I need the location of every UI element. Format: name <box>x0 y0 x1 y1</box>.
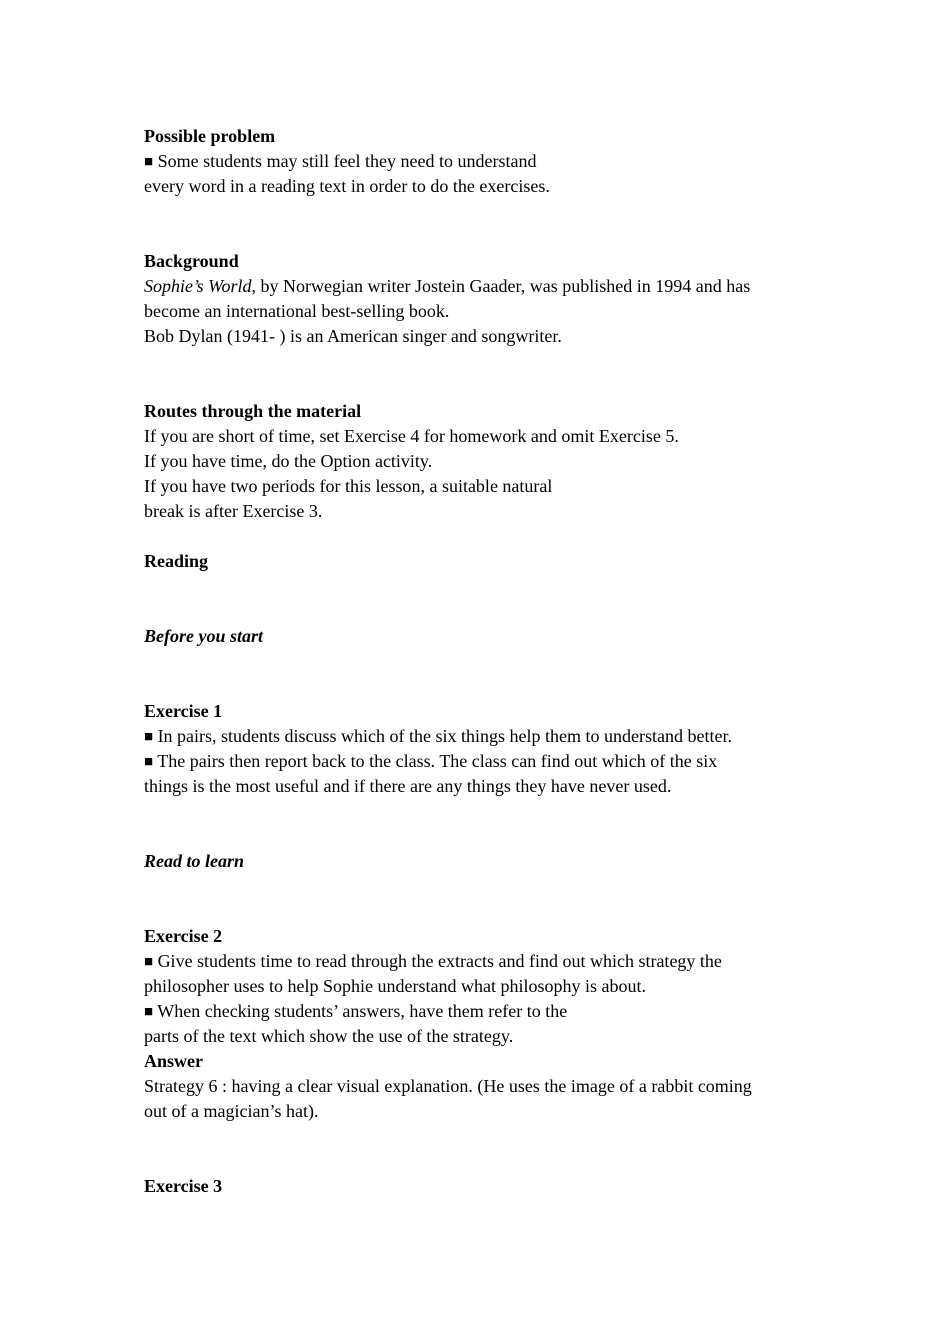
possible-problem-line-2: every word in a reading text in order to do the exercises. <box>144 176 550 196</box>
possible-problem-line-1 <box>144 149 824 174</box>
bullet-square-icon: ■ <box>144 729 154 745</box>
spacer <box>144 874 824 924</box>
exercise-1-line-3: things is the most useful and if there are any things they have never used. <box>144 776 672 796</box>
exercise-1-line-1 <box>144 724 824 749</box>
exercise-2-line-3 <box>144 999 824 1024</box>
background-line-2: become an international best-selling book. <box>144 301 450 321</box>
exercise-2-heading: Exercise 2 <box>144 926 223 946</box>
answer-line-1: Strategy 6 : having a clear visual explanation. (He uses the image of a rabbit coming <box>144 1076 752 1096</box>
routes-line-3: If you have two periods for this lesson, a suitable natural <box>144 476 553 496</box>
spacer <box>144 524 824 549</box>
exercise-2-line-1 <box>144 949 824 974</box>
spacer <box>144 199 824 249</box>
spacer <box>144 349 824 399</box>
routes-heading: Routes through the material <box>144 401 362 421</box>
background-line-3: Bob Dylan (1941- ) is an American singer and songwriter. <box>144 326 562 346</box>
bullet-square-icon: ■ <box>144 154 154 170</box>
exercise-3-heading: Exercise 3 <box>144 1176 223 1196</box>
document-page <box>144 124 824 1199</box>
exercise-2-line-2: philosopher uses to help Sophie understand what philosophy is about. <box>144 976 646 996</box>
before-you-start-heading: Before you start <box>144 626 263 646</box>
spacer <box>144 1124 824 1174</box>
routes-line-2: If you have time, do the Option activity. <box>144 451 433 471</box>
background-text-1: , by Norwegian writer Jostein Gaader, was published in 1994 and has <box>251 276 751 296</box>
book-title: Sophie’s World <box>144 276 252 296</box>
spacer <box>144 799 824 849</box>
possible-problem-heading: Possible problem <box>144 126 276 146</box>
exercise-2-text-1: Give students time to read through the extracts and find out which strategy the <box>153 951 722 971</box>
answer-heading: Answer <box>144 1051 203 1071</box>
spacer <box>144 649 824 699</box>
answer-line-2: out of a magician’s hat). <box>144 1101 319 1121</box>
exercise-1-heading: Exercise 1 <box>144 701 223 721</box>
exercise-1-line-2 <box>144 749 824 774</box>
exercise-1-text-2: The pairs then report back to the class. The class can find out which of the six <box>153 751 718 771</box>
background-heading: Background <box>144 251 239 271</box>
bullet-square-icon: ■ <box>144 1004 154 1020</box>
routes-line-1: If you are short of time, set Exercise 4 for homework and omit Exercise 5. <box>144 426 679 446</box>
possible-problem-text-1: Some students may still feel they need to understand <box>153 151 537 171</box>
bullet-square-icon: ■ <box>144 954 154 970</box>
read-to-learn-heading: Read to learn <box>144 851 245 871</box>
bullet-square-icon: ■ <box>144 754 154 770</box>
spacer <box>144 574 824 624</box>
exercise-1-text-1: In pairs, students discuss which of the six things help them to understand better. <box>153 726 732 746</box>
background-line-1 <box>144 274 824 299</box>
exercise-2-line-4: parts of the text which show the use of the strategy. <box>144 1026 514 1046</box>
reading-heading: Reading <box>144 551 209 571</box>
routes-line-4: break is after Exercise 3. <box>144 501 323 521</box>
exercise-2-text-3: When checking students’ answers, have them refer to the <box>153 1001 568 1021</box>
